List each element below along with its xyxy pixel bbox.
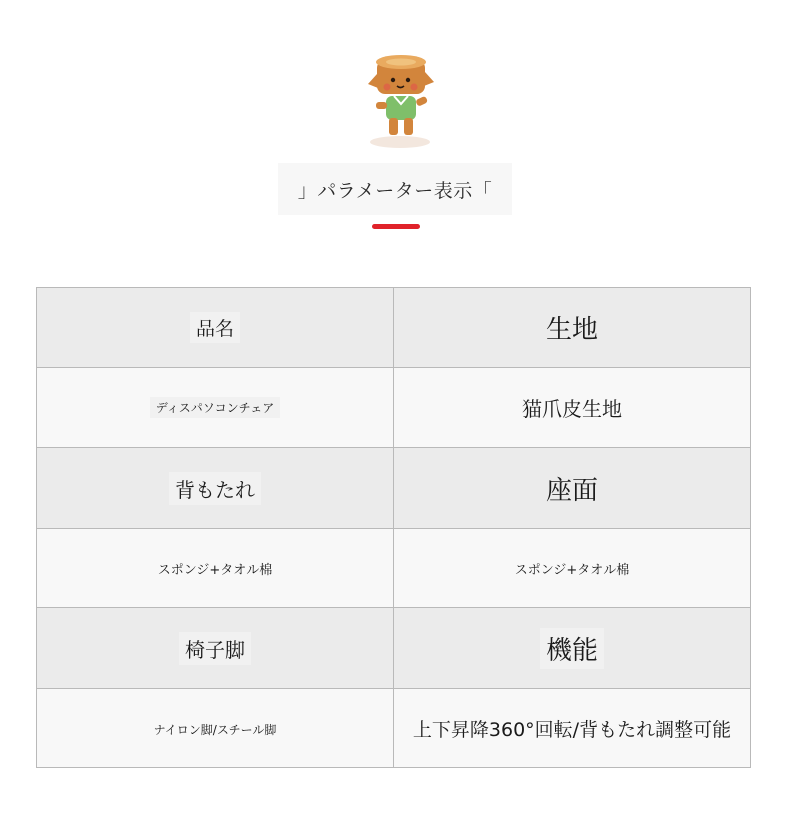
table-row xyxy=(37,689,751,768)
mascot-illustration xyxy=(362,52,438,152)
table-cell xyxy=(37,448,394,529)
table-row xyxy=(37,529,751,608)
table-cell xyxy=(394,529,751,608)
value-function: 上下昇降360°回転/背もたれ調整可能 xyxy=(412,718,732,741)
title-underline xyxy=(372,224,420,229)
value-product-name: ディスパソコンチェア xyxy=(150,397,280,418)
table-cell xyxy=(394,448,751,529)
label-fabric: 生地 xyxy=(545,315,598,345)
label-backrest: 背もたれ xyxy=(169,472,261,505)
table-cell xyxy=(37,529,394,608)
label-function: 機能 xyxy=(540,628,604,669)
table-cell xyxy=(394,288,751,368)
value-backrest: スポンジ+タオル棉 xyxy=(157,562,273,578)
table-cell xyxy=(394,608,751,689)
table-row xyxy=(37,448,751,529)
label-chair-legs: 椅子脚 xyxy=(179,632,251,665)
table-cell xyxy=(37,608,394,689)
value-fabric: 猫爪皮生地 xyxy=(522,397,622,421)
section-title-box xyxy=(278,163,512,215)
table-row xyxy=(37,608,751,689)
parameter-table xyxy=(36,287,751,768)
table-cell xyxy=(37,368,394,448)
table-cell xyxy=(37,288,394,368)
value-seat: スポンジ+タオル棉 xyxy=(514,562,630,578)
table-cell xyxy=(394,689,751,768)
table-row xyxy=(37,288,751,368)
table-cell xyxy=(394,368,751,448)
section-title: 」パラメーター表示「 xyxy=(297,179,493,202)
table-cell xyxy=(37,689,394,768)
table-row xyxy=(37,368,751,448)
label-product-name: 品名 xyxy=(190,312,240,343)
value-chair-legs: ナイロン脚/スチール脚 xyxy=(153,722,277,737)
label-seat: 座面 xyxy=(545,475,598,506)
